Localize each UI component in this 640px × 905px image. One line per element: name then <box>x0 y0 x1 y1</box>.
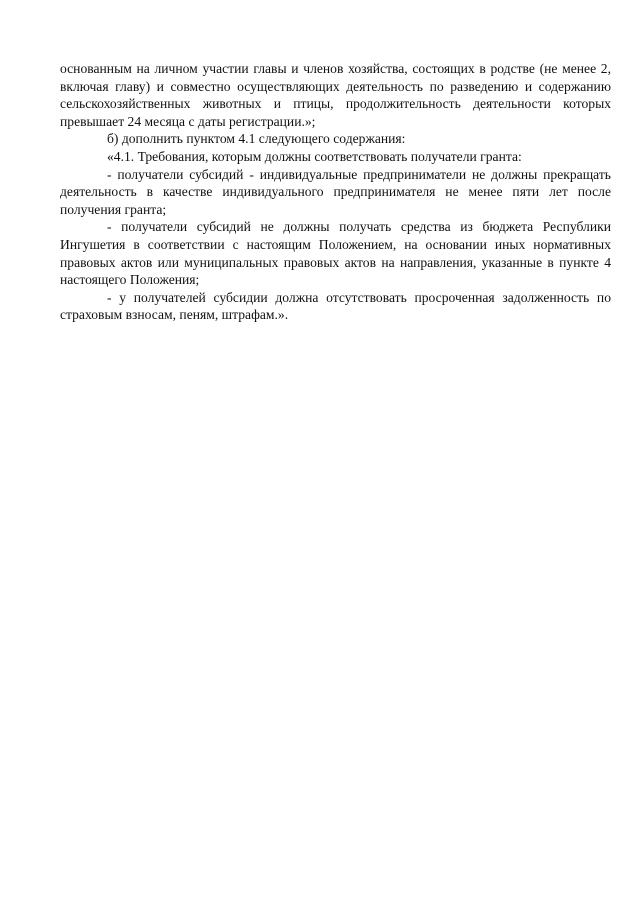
paragraph-requirement-3: - у получателей субсидии должна отсутствовать просроченная задолженность по страховым взносам, пеням, штрафам.». <box>60 289 611 323</box>
paragraph-requirement-2: - получатели субсидий не должны получать средства из бюджета Республики Ингушетия в соответствии с настоящим Положением, на основании иных нормативных правовых актов или муниципальных правовых актов на направления, указанные в пункте 4 настоящего Положения; <box>60 219 611 288</box>
paragraph-continuation: основанным на личном участии главы и членов хозяйства, состоящих в родстве (не менее 2, включая главу) и совместно осуществляющих деятельность по разведению и содержанию сельскохозяйственных животных и птицы, продолжительность деятельности которых превышает 24 месяца с даты регистрации.»; <box>60 61 611 129</box>
paragraph-amendment-b: б) дополнить пунктом 4.1 следующего содержания: <box>107 131 406 147</box>
paragraph-requirement-1: - получатели субсидий - индивидуальные предприниматели не должны прекращать деятельность в качестве индивидуального предпринимателя не менее пяти лет после получения гранта; <box>60 166 611 217</box>
document-body <box>60 60 611 324</box>
paragraph-section-4-1-heading: «4.1. Требования, которым должны соответствовать получатели гранта: <box>107 148 522 164</box>
